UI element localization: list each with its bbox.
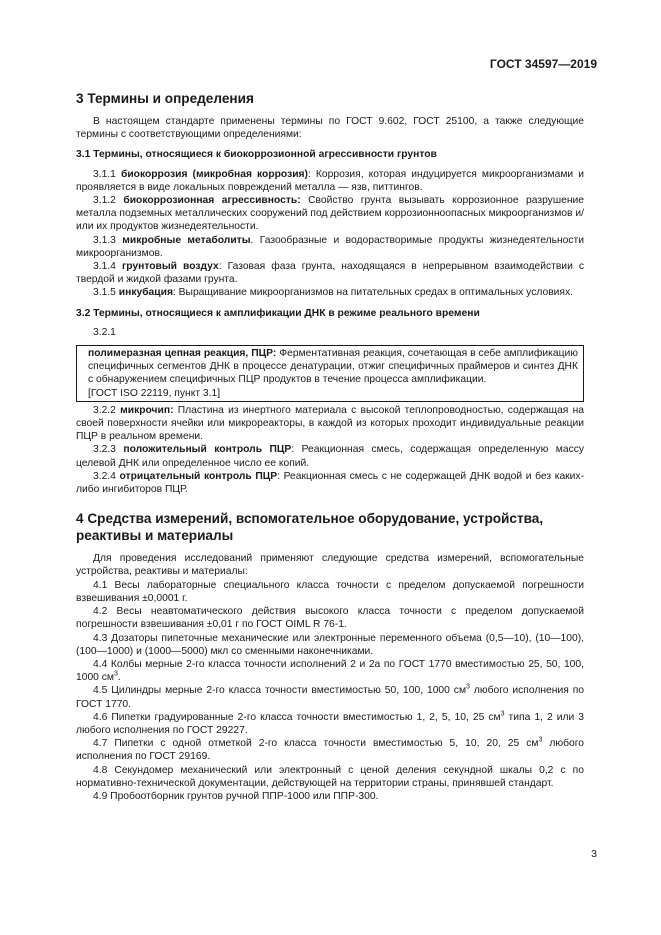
item-4-7: 4.7 Пипетки с одной отметкой 2-го класса точности вместимостью 5, 10, 20, 25 $см^3$ любого исполнения по ГОСТ 29169. [76, 736, 584, 763]
item-4-4: 4.4 Колбы мерные 2-го класса точности исполнений 2 и 2а по ГОСТ 1770 вместимостью 25, 50, 100, 1000 $см^3$. [76, 658, 584, 684]
item-4-9: 4.9 Пробоотборник грунтов ручной ППР-1000 или ППР-300. [93, 790, 379, 802]
item-4-3: 4.3 Дозаторы пипеточные механические или электронные переменного объема (0,5—10), (10—100), (100—1000) и (1000—5000) мкл со сменными наконечниками. [76, 632, 584, 657]
term-name: биокоррозия (микробная коррозия) [120, 168, 308, 180]
term-3-2-3: 3.2.3 положительный контроль ПЦР: Реакционная смесь, содержащая определенную массу целевой ДНК или определенное число ее копий. [76, 444, 585, 469]
term-3-2-2: 3.2.2 микрочип: Пластина из инертного материала с высокой теплопроводностью, содержащая на своей поверхности ячейки или микрореакторы, в каждой из которых проходит индивидуальные реакции ПЦР в реальном времени. [76, 404, 584, 443]
page-content [76, 90, 584, 803]
term-name: грунтовый воздух [121, 261, 219, 273]
item-4-8: 4.8 Секундомер механический или электронный с ценой деления секундной шкалы 0,2 с по нормативно-технической документации, действующей на территории страны, принявшей стандарт. [76, 764, 584, 789]
term-3-1-1: 3.1.1 биокоррозия (микробная коррозия): Коррозия, которая индуцируется микроорганизмами и проявляется в виде локальных повреждений металла — язв, питтингов. [76, 168, 585, 193]
item-4-6: 4.6 Пипетки градуированные 2-го класса точности вместимостью 1, 2, 5, 10, 25 $см^3$ типа 1, 2 или 3 любого исполнения по ГОСТ 29227. [76, 710, 584, 736]
term-3-2-1-source: [ГОСТ ISO 22119, пункт 3.1] [88, 387, 221, 399]
term-3-2-1: полимеразная цепная реакция, ПЦР: Ферментативная реакция, сочетающая в себе амплификацию специфичных сегментов ДНК в процессе денатурации, отжиг специфичных праймеров и синтез ДНК с обнаружением специфичных ПЦР продуктов в течение процесса амплификации. [88, 348, 578, 386]
term-name: микробные метаболиты [122, 234, 251, 246]
term-name: инкубация [118, 287, 173, 299]
subsection-3-2-title: 3.2 Термины, относящиеся к амплификации ДНК в режиме реального времени [76, 307, 480, 319]
term-name: положительный контроль ПЦР [123, 444, 292, 456]
term-3-1-2: 3.1.2 биокоррозионная агрессивность: Свойство грунта вызывать коррозионное разрушение металла подземных металлических сооружений под действием коррозионноопасных микроорганизмов и/или их продуктов жизнедеятельности. [76, 195, 584, 233]
term-3-2-1-number: 3.2.1 [93, 326, 116, 338]
section-3-intro: В настоящем стандарте применены термины по ГОСТ 9.602, ГОСТ 25100, а также следующие термины с соответствующими определениями: [76, 116, 584, 141]
subsection-3-1-title: 3.1 Термины, относящиеся к биокоррозионной агрессивности грунтов [76, 149, 437, 161]
document-header: ГОСТ 34597—2019 [489, 57, 597, 71]
term-3-1-5: 3.1.5 инкубация: Выращивание микроорганизмов на питательных средах в оптимальных условиях. [93, 287, 574, 299]
item-4-2: 4.2 Весы неавтоматического действия высокого класса точности с пределом допускаемой погрешности взвешивания ±0,01 г по ГОСТ OIML R 76-1. [76, 606, 584, 631]
item-4-1: 4.1 Весы лабораторные специального класса точности с пределом допускаемой погрешности взвешивания ±0,0001 г. [76, 579, 584, 604]
term-3-1-3: 3.1.3 микробные метаболиты. Газообразные и водорастворимые продукты жизнедеятельности микроорганизмов. [76, 234, 584, 259]
section-4-intro: Для проведения исследований применяют следующие средства измерений, вспомогательные устройства, реактивы и материалы: [76, 553, 584, 578]
page-number: 3 [591, 848, 597, 860]
term-3-1-4: 3.1.4 грунтовый воздух: Газовая фаза грунта, находящаяся в непрерывном взаимодействии с твердой и жидкой фазами грунта. [76, 261, 584, 286]
item-4-5: 4.5 Цилиндры мерные 2-го класса точности вместимостью 50, 100, 1000 $см^3$ любого исполнения по ГОСТ 1770. [76, 683, 584, 710]
term-name: полимеразная цепная реакция, ПЦР: [88, 348, 277, 360]
term-name: биокоррозионная агрессивность: [123, 195, 301, 207]
section-3-title: 3 Термины и определения [76, 91, 254, 106]
term-name: отрицательный контроль ПЦР [119, 470, 278, 482]
section-4-title: 4 Средства измерений, вспомогательное оборудование, устройства, реактивы и материалы [76, 511, 544, 544]
term-name: микрочип: [120, 404, 174, 416]
term-3-2-4: 3.2.4 отрицательный контроль ПЦР: Реакционная смесь с не содержащей ДНК водой и без каких-либо ингибиторов ПЦР. [76, 470, 585, 496]
term-3-2-1-box [76, 345, 584, 402]
